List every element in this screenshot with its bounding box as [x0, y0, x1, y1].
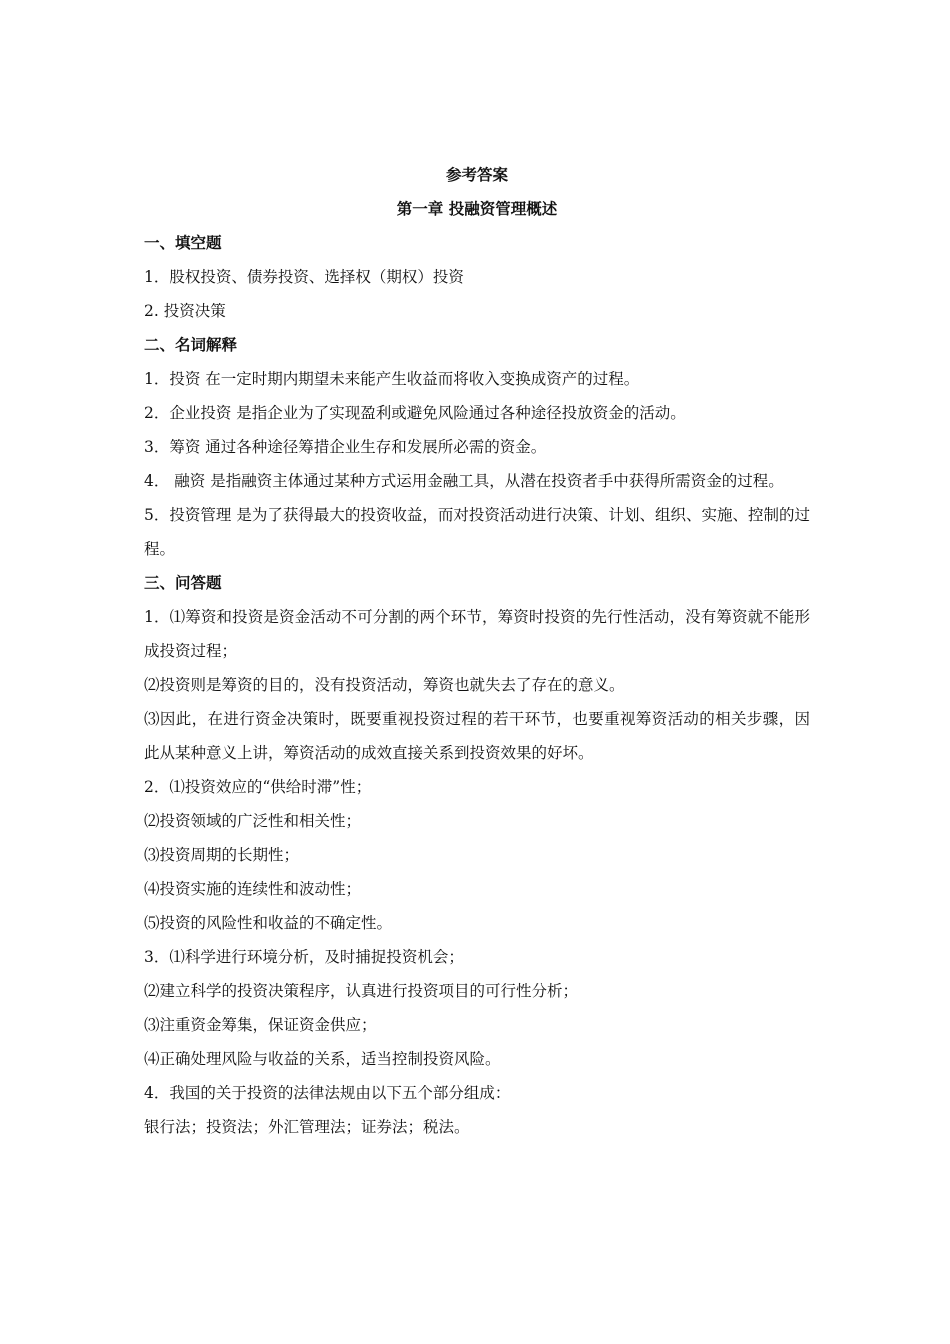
paragraph: 2. 投资决策 — [144, 302, 226, 320]
paragraph: 1．投资 在一定时期内期望未来能产生收益而将收入变换成资产的过程。 — [144, 370, 640, 388]
section-terms — [144, 328, 810, 566]
paragraph: 1．股权投资、债券投资、选择权（期权）投资 — [144, 268, 464, 286]
section-heading: 一、填空题 — [144, 234, 222, 252]
document-title: 参考答案 — [445, 166, 508, 184]
paragraph: 1．⑴筹资和投资是资金活动不可分割的两个环节，筹资时投资的先行性活动，没有筹资就不能形成投资过程； — [144, 608, 810, 660]
paragraph: 4． 融资 是指融资主体通过某种方式运用金融工具，从潜在投资者手中获得所需资金的过程。 — [144, 472, 784, 490]
paragraph: 2．企业投资 是指企业为了实现盈利或避免风险通过各种途径投放资金的活动。 — [144, 404, 686, 422]
section-heading: 二、名词解释 — [144, 336, 238, 354]
paragraph: 5．投资管理 是为了获得最大的投资收益，而对投资活动进行决策、计划、组织、实施、控制的过程。 — [144, 506, 810, 558]
section-fill-in — [144, 226, 810, 328]
paragraph: 4．我国的关于投资的法律法规由以下五个部分组成： — [144, 1084, 511, 1102]
paragraph: 3．⑴科学进行环境分析，及时捕捉投资机会； — [144, 948, 464, 966]
paragraph: ⑶投资周期的长期性； — [144, 846, 300, 864]
paragraph: ⑸投资的风险性和收益的不确定性。 — [144, 914, 393, 932]
section-qa — [144, 566, 810, 1144]
paragraph: ⑵投资则是筹资的目的，没有投资活动，筹资也就失去了存在的意义。 — [144, 676, 625, 694]
paragraph: 银行法；投资法；外汇管理法；证券法；税法。 — [144, 1118, 470, 1136]
paragraph: ⑵建立科学的投资决策程序，认真进行投资项目的可行性分析； — [144, 982, 579, 1000]
chapter-title: 第一章 投融资管理概述 — [396, 200, 558, 218]
paragraph: 2．⑴投资效应的“供给时滞”性； — [144, 778, 372, 796]
paragraph: ⑵投资领域的广泛性和相关性； — [144, 812, 362, 830]
paragraph: ⑷正确处理风险与收益的关系，适当控制投资风险。 — [144, 1050, 501, 1068]
section-heading: 三、问答题 — [144, 574, 222, 592]
document-content — [144, 158, 810, 1144]
paragraph: ⑶注重资金筹集，保证资金供应； — [144, 1016, 377, 1034]
paragraph: 3．筹资 通过各种途径筹措企业生存和发展所必需的资金。 — [144, 438, 547, 456]
paragraph: ⑶因此，在进行资金决策时，既要重视投资过程的若干环节，也要重视筹资活动的相关步骤，因此从某种意义上讲，筹资活动的成效直接关系到投资效果的好坏。 — [144, 710, 810, 762]
paragraph: ⑷投资实施的连续性和波动性； — [144, 880, 362, 898]
